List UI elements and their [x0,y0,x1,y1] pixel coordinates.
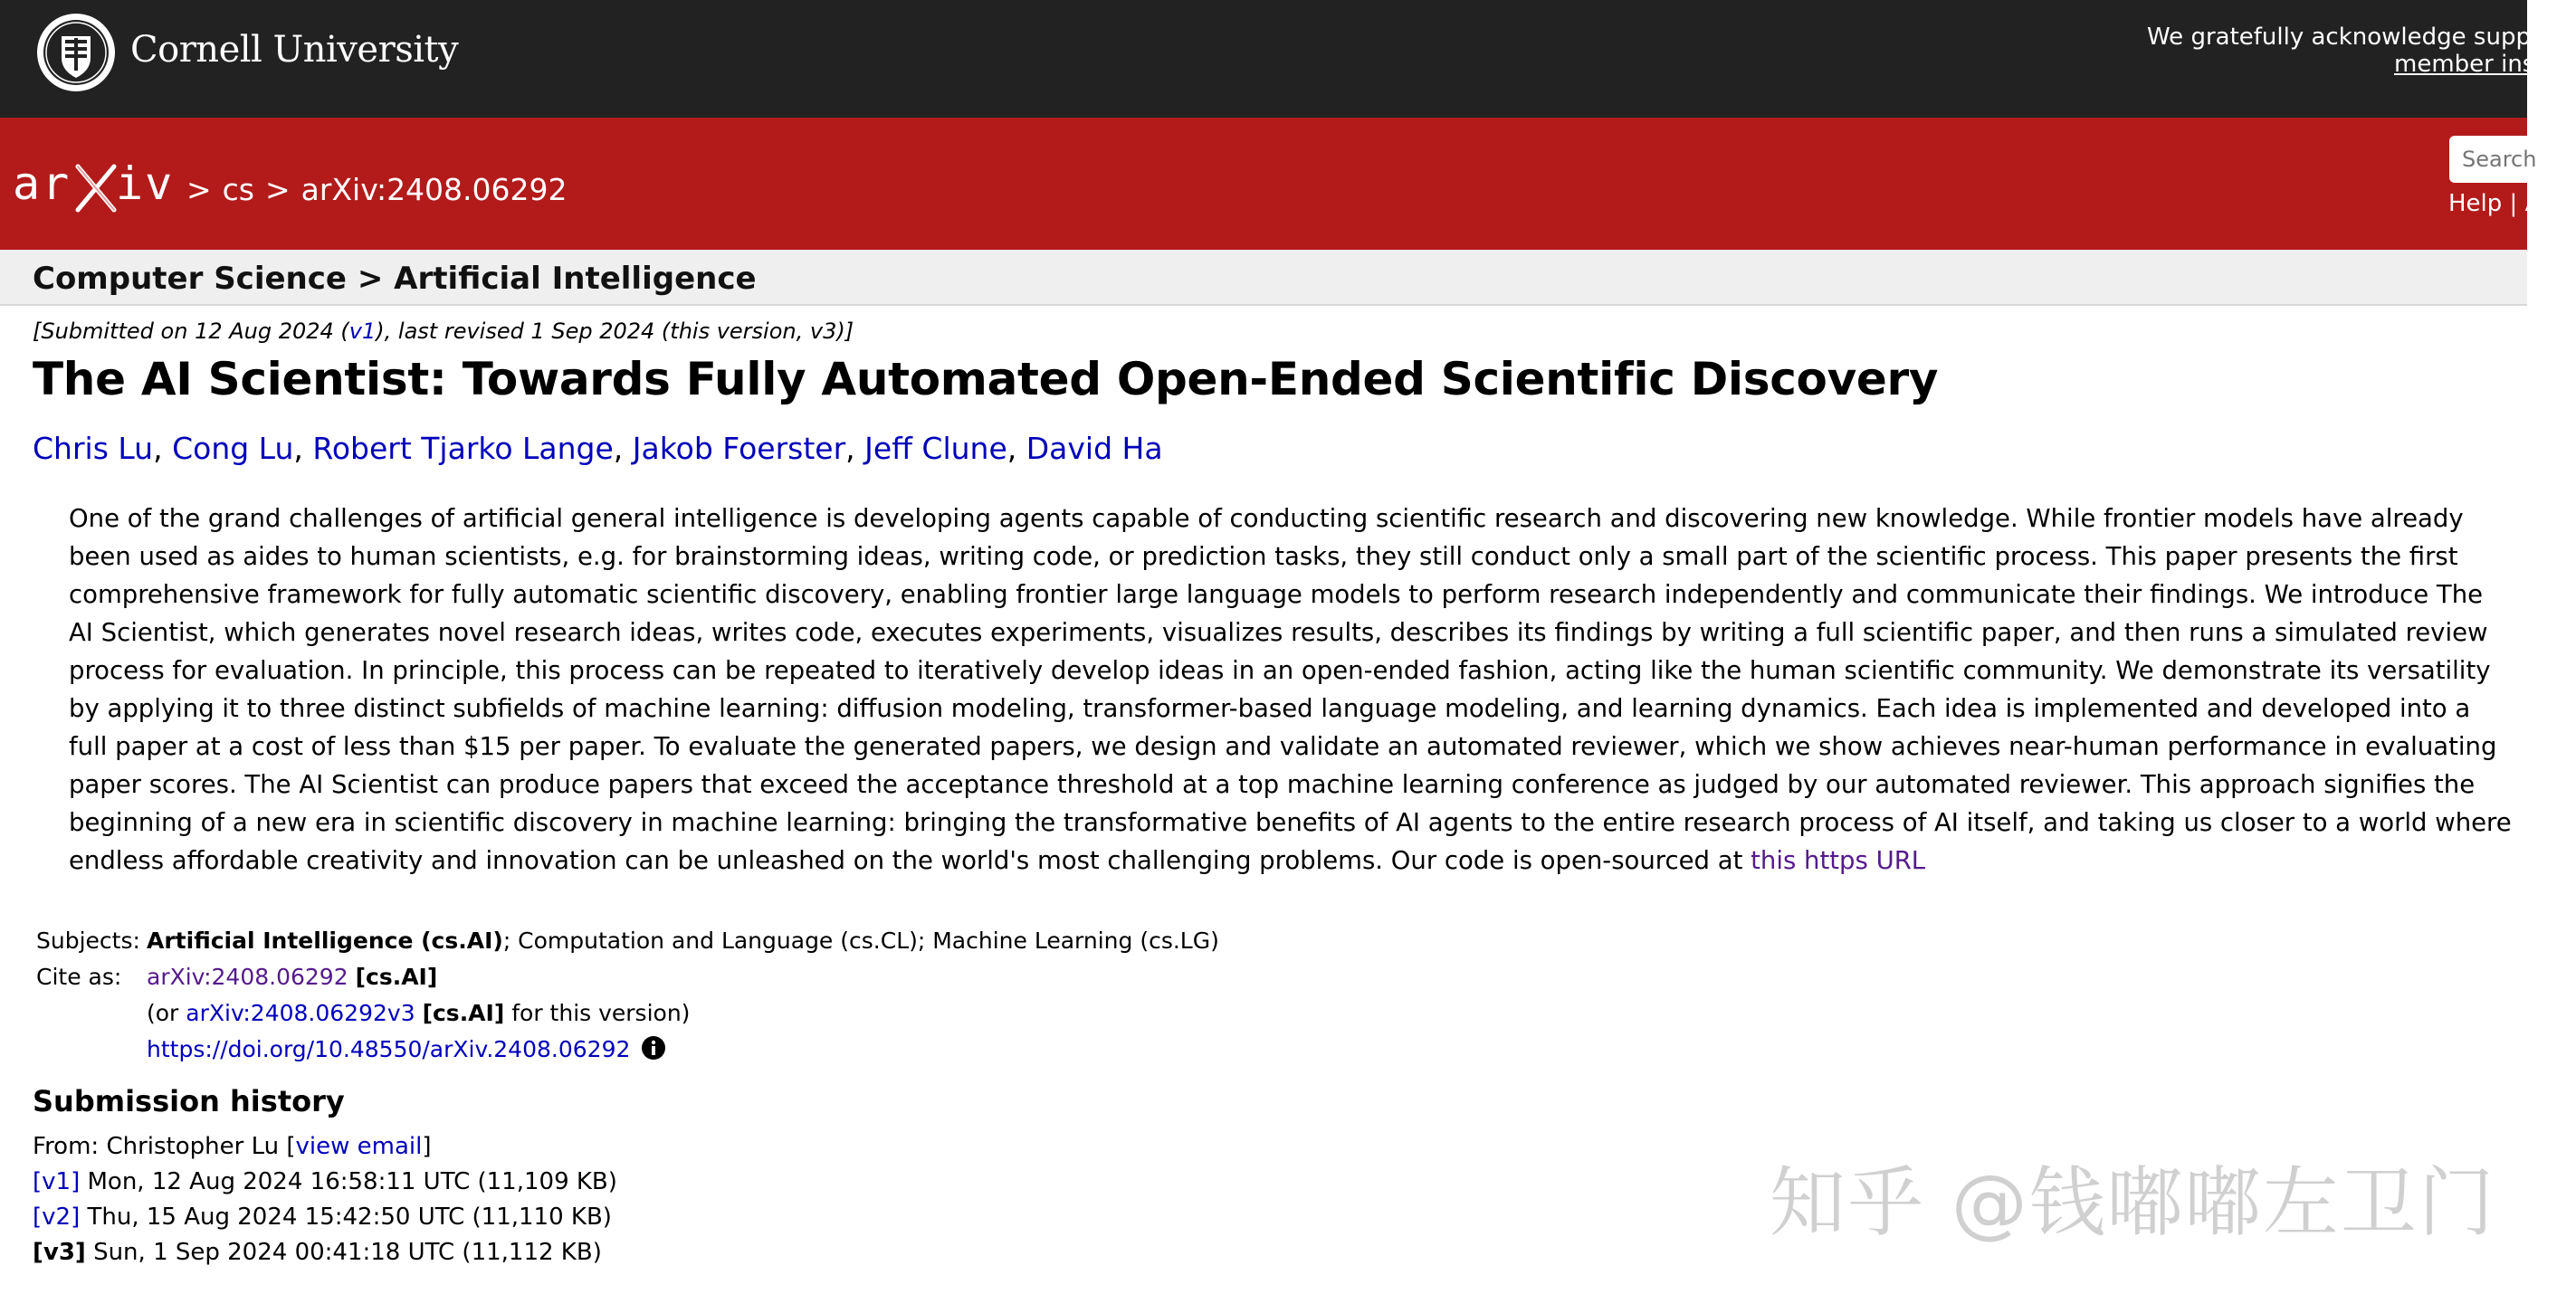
cite-row [36,959,1219,995]
cite-version-link[interactable]: arXiv:2408.06292v3 [186,1000,415,1026]
abstract-text: One of the grand challenges of artificial general intelligence is developing agents capable of conducting scientific research and discovering new knowledge. While frontier models have already been used as aides to human scientists, e.g. for brainstorming ideas, writing code, or prediction tasks, they still conduct only a small part of the scientific process. This paper presents the first comprehensive framework for fully automatic scientific discovery, enabling frontier large language models to perform research independently and communicate their findings. We introduce The AI Scientist, which generates novel research ideas, writes code, executes experiments, visualizes results, describes its findings by writing a full scientific paper, and then runs a simulated review process for evaluation. In principle, this process can be repeated to iteratively develop ideas in an open-ended fashion, acting like the human scientific community. We demonstrate its versatility by applying it to three distinct subfields of machine learning: diffusion modeling, transformer-based language modeling, and learning dynamics. Each idea is implemented and developed into a full paper at a cost of less than $15 per paper. To evaluate the generated papers, we design and validate an automated reviewer, which we show achieves near-human performance in evaluating paper scores. The AI Scientist can produce papers that exceed the acceptance threshold at a top machine learning conference as judged by our automated reviewer. This approach signifies the beginning of a new era in scientific discovery in machine learning: bringing the transformative benefits of AI agents to the entire research process of AI itself, and taking us closer to a world where endless affordable creativity and innovation can be unleashed on the world's most challenging problems. Our code is open-sourced at [69,504,2512,875]
breadcrumb [186,172,578,207]
svg-text:ar: ar [13,157,72,210]
submission-dateline [33,319,854,344]
version-date: Mon, 12 Aug 2024 16:58:11 UTC (11,109 KB) [87,1168,617,1195]
cornell-header [0,0,2564,118]
author-link[interactable]: Cong Lu [172,431,294,466]
code-url-link[interactable]: this https URL [1751,846,1926,875]
history-version [33,1165,617,1200]
cornell-seal-icon[interactable] [34,11,118,94]
version-v2-link[interactable]: [v2] [33,1204,81,1231]
history-from [33,1129,617,1165]
version-v3-current: [v3] [33,1239,86,1266]
subject-heading [33,261,757,297]
submission-history-heading: Submission history [33,1084,345,1118]
doi-link[interactable]: https://doi.org/10.48550/arXiv.2408.06292 [147,1036,631,1062]
breadcrumb-separator: > [186,172,212,207]
paper-title: The AI Scientist: Towards Fully Automated Open-Ended Scientific Discovery [33,353,1939,405]
author-link[interactable]: Jakob Foerster [632,431,846,466]
abstract [69,500,2513,880]
history-version [33,1235,617,1270]
version-date: Thu, 15 Aug 2024 15:42:50 UTC (11,110 KB) [87,1204,612,1231]
acknowledgment-text: We gratefully acknowledge support [2147,24,2564,51]
history-version [33,1200,617,1235]
metadata-table [36,923,1219,1068]
arxiv-header [0,118,2542,250]
cite-alt-suffix: for this version) [511,1000,691,1026]
arxiv-logo-icon[interactable] [13,159,179,214]
subjects-label: Subjects: [36,928,140,954]
dateline-suffix: ), last revised 1 Sep 2024 (this version, v3)] [376,319,854,344]
author-list: Chris Lu, Cong Lu, Robert Tjarko Lange, Jakob Foerster, Jeff Clune, David Ha [33,431,1163,466]
breadcrumb-cs-link[interactable]: cs [222,172,254,207]
subjects-row [36,923,1219,959]
subject-subcategory: Artificial Intelligence [394,261,757,297]
member-institutions-link[interactable]: member inst [2394,51,2544,78]
author-link[interactable]: Chris Lu [33,431,154,466]
cite-version-value [147,995,690,1032]
view-email-link[interactable]: view email [295,1133,423,1160]
version-v1-link[interactable]: [v1] [33,1168,81,1195]
subject-separator: > [357,261,384,297]
history-from-suffix: ] [422,1133,432,1160]
dateline-v1-link[interactable]: v1 [348,319,377,344]
cite-version-row [36,995,1219,1032]
primary-subject: Artificial Intelligence (cs.AI) [147,928,503,954]
dateline-prefix: [Submitted on 12 Aug 2024 ( [33,319,349,344]
cite-value [147,959,437,995]
breadcrumb-paper-id: arXiv:2408.06292 [301,172,568,207]
cornell-university-name[interactable]: Cornell University [130,29,459,71]
version-date: Sun, 1 Sep 2024 00:41:18 UTC (11,112 KB) [93,1239,602,1266]
cite-alt-prefix: (or [147,1000,179,1026]
subject-bar [0,250,2527,306]
help-links[interactable]: Help | A [2448,190,2542,217]
author-link[interactable]: David Ha [1026,431,1163,466]
doi-value [147,1032,666,1068]
svg-text:iv: iv [116,157,175,210]
search-input[interactable] [2449,136,2576,183]
other-subjects: ; Computation and Language (cs.CL); Machine Learning (cs.LG) [502,928,1219,954]
cite-class: [cs.AI] [355,964,438,990]
history-from-prefix: From: Christopher Lu [ [33,1133,296,1160]
author-link[interactable]: Jeff Clune [864,431,1007,466]
subjects-value [147,923,1219,959]
breadcrumb-separator: > [265,172,291,207]
doi-row [36,1032,1219,1068]
zhihu-watermark: 知乎 @钱嘟嘟左卫门 [1770,1158,2496,1247]
cite-alt-class: [cs.AI] [422,1000,505,1026]
cite-label: Cite as: [36,964,122,990]
info-icon[interactable] [641,1035,666,1061]
cite-arxiv-link[interactable]: arXiv:2408.06292 [147,964,348,990]
subject-category: Computer Science [33,261,347,297]
author-link[interactable]: Robert Tjarko Lange [312,431,614,466]
submission-history [33,1129,617,1270]
